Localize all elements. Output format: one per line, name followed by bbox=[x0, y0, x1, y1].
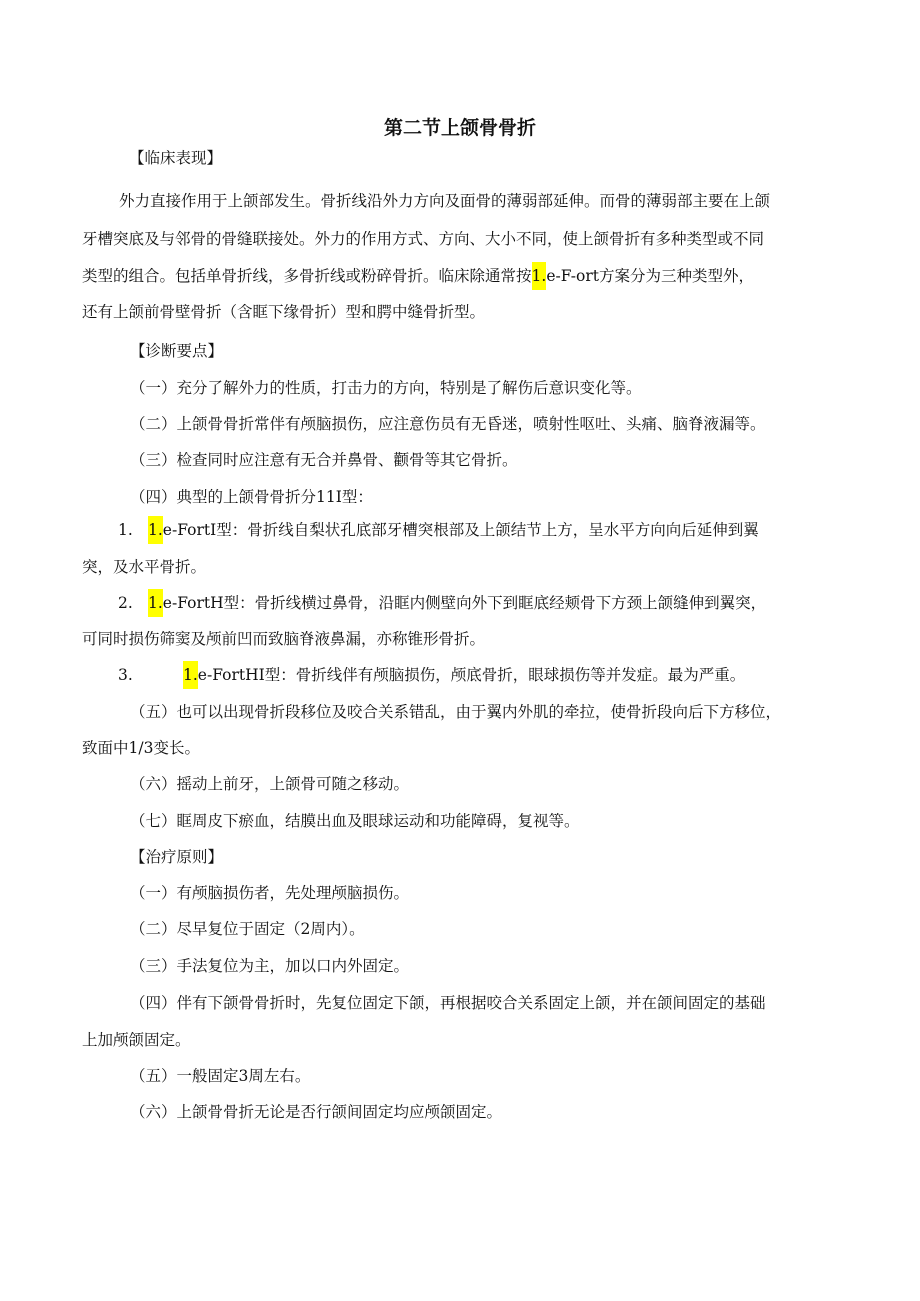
paragraph-text: e-F-ort方案分为三种类型外， bbox=[546, 267, 754, 285]
sub-item-continuation: 可同时损伤筛窦及颅前凹而致脑脊液鼻漏，亦称锥形骨折。 bbox=[82, 630, 486, 648]
highlighted-text: 1. bbox=[532, 262, 547, 290]
paragraph-line bbox=[82, 265, 754, 287]
sub-item: 1.e-FortH型：骨折线横过鼻骨，沿眶内侧壁向外下到眶底经颊骨下方颈上颌缝伸到翼突， bbox=[148, 592, 766, 614]
paragraph-line: 外力直接作用于上颌部发生。骨折线沿外力方向及面骨的薄弱部延伸。而骨的薄弱部主要在上颌 bbox=[119, 192, 771, 210]
highlighted-text: 1. bbox=[183, 661, 198, 689]
page-title: 第二节上颌骨骨折 bbox=[383, 117, 536, 139]
list-item: （五）也可以出现骨折段移位及咬合关系错乱，由于翼内外肌的牵拉，使骨折段向后下方移位， bbox=[130, 703, 782, 721]
list-item: （七）眶周皮下瘀血，结膜出血及眼球运动和功能障碍，复视等。 bbox=[130, 812, 580, 830]
list-item: （四）伴有下颌骨骨折时，先复位固定下颌，再根据咬合关系固定上颌，并在颌间固定的基础 bbox=[130, 994, 766, 1012]
list-item: （二）尽早复位于固定（2周内）。 bbox=[130, 920, 365, 938]
section-heading-treatment: 【治疗原则】 bbox=[130, 848, 224, 866]
paragraph-text: 类型的组合。包括单骨折线，多骨折线或粉碎骨折。临床除通常按 bbox=[82, 267, 532, 285]
highlighted-text: 1. bbox=[148, 516, 163, 544]
sub-item-number: 2. bbox=[118, 594, 133, 612]
sub-item: 1.e-FortHI型：骨折线伴有颅脑损伤，颅底骨折，眼球损伤等并发症。最为严重。 bbox=[183, 664, 745, 686]
list-item: （四）典型的上颌骨骨折分11I型： bbox=[130, 488, 373, 506]
sub-item: 1.e-FortI型：骨折线自梨状孔底部牙槽突根部及上颌结节上方，呈水平方向向后延伸到翼 bbox=[148, 519, 759, 541]
paragraph-line: 还有上颌前骨壁骨折（含眶下缘骨折）型和腭中缝骨折型。 bbox=[82, 303, 486, 321]
list-item: （三）手法复位为主，加以口内外固定。 bbox=[130, 957, 410, 975]
list-item: （一）充分了解外力的性质，打击力的方向，特别是了解伤后意识变化等。 bbox=[130, 379, 642, 397]
paragraph-line: 牙槽突底及与邻骨的骨缝联接处。外力的作用方式、方向、大小不同，使上颌骨折有多种类型或不同 bbox=[82, 230, 765, 248]
list-item: （六）上颌骨骨折无论是否行颌间固定均应颅颌固定。 bbox=[130, 1103, 503, 1121]
list-item-continuation: 上加颅颌固定。 bbox=[82, 1031, 191, 1049]
sub-item-continuation: 突，及水平骨折。 bbox=[82, 558, 207, 576]
list-item: （一）有颅脑损伤者，先处理颅脑损伤。 bbox=[130, 884, 410, 902]
section-heading-diagnosis: 【诊断要点】 bbox=[130, 342, 224, 360]
sub-item-number: 1. bbox=[118, 521, 133, 539]
list-item: （三）检查同时应注意有无合并鼻骨、颧骨等其它骨折。 bbox=[130, 451, 518, 469]
list-item-continuation: 致面中1/3变长。 bbox=[82, 739, 200, 757]
section-heading-clinical: 【临床表现】 bbox=[129, 149, 223, 167]
list-item: （二）上颌骨骨折常伴有颅脑损伤，应注意伤员有无昏迷，喷射性呕吐、头痛、脑脊液漏等。 bbox=[130, 415, 766, 433]
list-item: （五）一般固定3周左右。 bbox=[130, 1067, 311, 1085]
list-item: （六）摇动上前牙，上颌骨可随之移动。 bbox=[130, 775, 410, 793]
highlighted-text: 1. bbox=[148, 589, 163, 617]
sub-item-number: 3. bbox=[118, 666, 133, 684]
